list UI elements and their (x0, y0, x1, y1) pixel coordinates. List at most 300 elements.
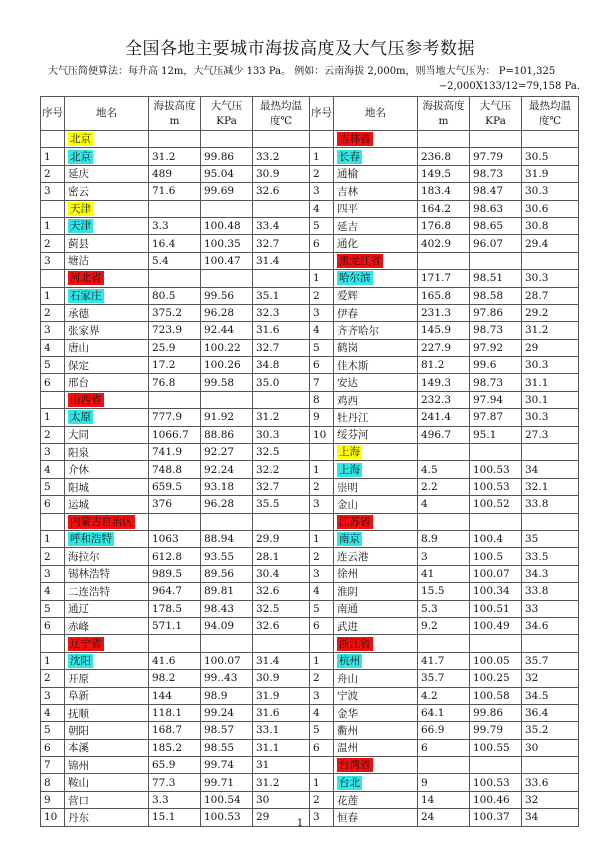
cell-p: 100.26 (201, 357, 253, 374)
cell-no: 2 (310, 548, 334, 565)
cell-alt: 76.8 (149, 374, 201, 391)
capital-city-name: 南京 (339, 533, 360, 546)
cell-p: 93.55 (201, 548, 253, 565)
cell-p: 100.5 (470, 548, 522, 565)
cell-t: 33.1 (253, 722, 310, 739)
header-no-right: 序号 (310, 97, 334, 131)
cell-alt (149, 391, 201, 408)
cell-p: 92.44 (201, 322, 253, 339)
cell-no: 6 (41, 374, 65, 391)
cell-no: 4 (41, 583, 65, 600)
capital-city-name: 杭州 (339, 654, 360, 667)
capital-city-name: 沈阳 (70, 654, 91, 667)
cell-alt: 1066.7 (149, 426, 201, 443)
cell-no: 2 (41, 235, 65, 252)
cell-p: 98.9 (201, 687, 253, 704)
cell-name (65, 530, 149, 547)
cell-t: 31.6 (253, 704, 310, 721)
cell-p (470, 444, 522, 461)
table-row (41, 461, 579, 478)
cell-name: 通化 (334, 235, 418, 252)
cell-t: 34 (522, 809, 579, 826)
cell-t: 27.3 (522, 426, 579, 443)
cell-p: 98.43 (201, 600, 253, 617)
cell-name: 延庆 (65, 165, 149, 182)
cell-name: 丹东 (65, 809, 149, 826)
cell-name: 锦州 (65, 757, 149, 774)
cell-name (65, 391, 149, 408)
table-row (41, 391, 579, 408)
header-pressure-right: 大气压 KPa (470, 97, 522, 131)
cell-t: 30.9 (253, 670, 310, 687)
table-row (41, 652, 579, 669)
capital-city-name: 呼和浩特 (70, 533, 112, 546)
cell-p: 88.94 (201, 530, 253, 547)
cell-t (253, 635, 310, 652)
cell-p: 99.79 (470, 722, 522, 739)
cell-alt: 145.9 (418, 322, 470, 339)
cell-t: 32.2 (253, 461, 310, 478)
cell-no (41, 391, 65, 408)
cell-no: 3 (41, 252, 65, 269)
cell-p: 95.04 (201, 165, 253, 182)
cell-alt: 748.8 (149, 461, 201, 478)
page-number: 1 (296, 818, 304, 829)
cell-no: 7 (310, 374, 334, 391)
cell-p: 94.09 (201, 617, 253, 634)
cell-no: 2 (310, 478, 334, 495)
cell-t (253, 391, 310, 408)
cell-name: 牡丹江 (334, 409, 418, 426)
cell-t: 35.7 (522, 652, 579, 669)
cell-name: 宁波 (334, 687, 418, 704)
cell-p (470, 757, 522, 774)
table-row (41, 774, 579, 791)
cell-name: 二连浩特 (65, 583, 149, 600)
cell-no (310, 444, 334, 461)
cell-t: 30.3 (253, 426, 310, 443)
capital-city-name: 天津 (70, 220, 91, 233)
header-temperature-right: 最热均温度℃ (522, 97, 579, 131)
cell-t: 31.2 (522, 322, 579, 339)
cell-no: 6 (310, 617, 334, 634)
table-row (41, 565, 579, 582)
table-body (41, 97, 579, 827)
cell-alt: 81.2 (418, 357, 470, 374)
table-row (41, 670, 579, 687)
altitude-pressure-table (40, 96, 579, 827)
cell-no (41, 131, 65, 148)
cell-no: 5 (41, 478, 65, 495)
header-pressure-left: 大气压 KPa (201, 97, 253, 131)
cell-no: 4 (310, 200, 334, 217)
cell-p: 100.05 (470, 652, 522, 669)
cell-name (65, 131, 149, 148)
cell-t: 35.1 (253, 287, 310, 304)
cell-alt: 178.5 (149, 600, 201, 617)
cell-no: 1 (41, 287, 65, 304)
header-altitude-left: 海拔高度 m (149, 97, 201, 131)
cell-no: 6 (310, 357, 334, 374)
cell-p: 98.55 (201, 739, 253, 756)
cell-name (334, 131, 418, 148)
cell-t: 30.3 (522, 357, 579, 374)
cell-t: 30.3 (522, 409, 579, 426)
cell-no: 5 (310, 217, 334, 234)
table-row (41, 704, 579, 721)
cell-name (334, 270, 418, 287)
cell-name (334, 530, 418, 547)
cell-no: 3 (310, 183, 334, 200)
cell-alt: 236.8 (418, 148, 470, 165)
cell-name: 恒春 (334, 809, 418, 826)
cell-name: 介休 (65, 461, 149, 478)
cell-p (201, 270, 253, 287)
pressure-formula-line-1: 大气压简便算法：每升高 12m，大气压减少 133 Pa。 例如：云南海拔 2,000m，则当地大气压为： P=101,325 (48, 66, 556, 77)
cell-name: 衢州 (334, 722, 418, 739)
cell-t: 30.5 (522, 148, 579, 165)
cell-t (522, 131, 579, 148)
cell-name: 花莲 (334, 791, 418, 808)
cell-name: 抚顺 (65, 704, 149, 721)
cell-p: 98.51 (470, 270, 522, 287)
cell-p: 100.55 (470, 739, 522, 756)
cell-t: 32.6 (253, 583, 310, 600)
cell-name: 保定 (65, 357, 149, 374)
cell-p: 99.74 (201, 757, 253, 774)
cell-t: 35.0 (253, 374, 310, 391)
cell-t: 29.9 (253, 530, 310, 547)
table-row (41, 722, 579, 739)
capital-city-name: 太原 (70, 411, 91, 424)
cell-alt: 65.9 (149, 757, 201, 774)
cell-name: 鹤岗 (334, 339, 418, 356)
cell-no: 4 (310, 704, 334, 721)
capital-city-name: 北京 (70, 150, 91, 163)
cell-no: 2 (41, 548, 65, 565)
table-row (41, 444, 579, 461)
table-row (41, 513, 579, 530)
cell-p: 93.18 (201, 478, 253, 495)
cell-p: 97.87 (470, 409, 522, 426)
cell-name (65, 287, 149, 304)
cell-alt: 9 (418, 774, 470, 791)
cell-name: 金山 (334, 496, 418, 513)
cell-no: 1 (41, 409, 65, 426)
table-row (41, 287, 579, 304)
cell-name: 邢台 (65, 374, 149, 391)
cell-no: 1 (310, 148, 334, 165)
cell-t: 30.3 (522, 270, 579, 287)
table-row (41, 496, 579, 513)
cell-t (522, 444, 579, 461)
cell-t: 30.9 (253, 165, 310, 182)
cell-p: 97.79 (470, 148, 522, 165)
cell-no: 3 (41, 322, 65, 339)
cell-alt: 165.8 (418, 287, 470, 304)
cell-name (334, 148, 418, 165)
cell-p: 100.54 (201, 791, 253, 808)
cell-no: 4 (41, 704, 65, 721)
cell-alt: 14 (418, 791, 470, 808)
table-row (41, 757, 579, 774)
cell-no (310, 757, 334, 774)
cell-t: 30.3 (522, 183, 579, 200)
cell-name (65, 270, 149, 287)
cell-name: 锡林浩特 (65, 565, 149, 582)
capital-city-name: 台北 (339, 776, 360, 789)
cell-name: 齐齐哈尔 (334, 322, 418, 339)
cell-t: 31.1 (253, 739, 310, 756)
cell-alt: 5.4 (149, 252, 201, 269)
cell-t: 32.3 (253, 304, 310, 321)
cell-p (201, 131, 253, 148)
cell-p: 99.56 (201, 287, 253, 304)
cell-alt: 66.9 (418, 722, 470, 739)
cell-p: 98.58 (470, 287, 522, 304)
cell-no: 6 (41, 617, 65, 634)
cell-name: 通榆 (334, 165, 418, 182)
cell-p: 98.65 (470, 217, 522, 234)
header-name-right: 地名 (334, 97, 418, 131)
cell-t: 34.5 (522, 687, 579, 704)
header-temperature-left: 最热均温度℃ (253, 97, 310, 131)
cell-alt: 777.9 (149, 409, 201, 426)
cell-name (334, 652, 418, 669)
cell-t (522, 252, 579, 269)
cell-p: 99.58 (201, 374, 253, 391)
cell-no (41, 513, 65, 530)
cell-no: 1 (310, 270, 334, 287)
cell-alt: 376 (149, 496, 201, 513)
cell-t: 33.2 (253, 148, 310, 165)
cell-name: 开原 (65, 670, 149, 687)
table-row (41, 148, 579, 165)
cell-alt: 118.1 (149, 704, 201, 721)
cell-p: 89.81 (201, 583, 253, 600)
cell-t: 28.1 (253, 548, 310, 565)
cell-t: 31.6 (253, 322, 310, 339)
cell-alt: 80.5 (149, 287, 201, 304)
cell-name: 阜新 (65, 687, 149, 704)
cell-no: 5 (41, 722, 65, 739)
cell-t: 32.7 (253, 235, 310, 252)
cell-t: 30.8 (522, 217, 579, 234)
pressure-formula-line-2: −2,000X133/12=79,158 Pa. (438, 81, 580, 92)
cell-p: 98.73 (470, 374, 522, 391)
cell-t (253, 131, 310, 148)
cell-alt (149, 270, 201, 287)
cell-t: 32 (522, 670, 579, 687)
cell-alt (418, 513, 470, 530)
cell-t (522, 635, 579, 652)
cell-name: 承德 (65, 304, 149, 321)
cell-no: 3 (310, 687, 334, 704)
cell-alt: 375.2 (149, 304, 201, 321)
cell-no: 10 (41, 809, 65, 826)
cell-p: 99.71 (201, 774, 253, 791)
table-row (41, 635, 579, 652)
cell-no: 5 (310, 339, 334, 356)
cell-alt: 15.5 (418, 583, 470, 600)
cell-p: 89.56 (201, 565, 253, 582)
table-row (41, 374, 579, 391)
cell-name: 金华 (334, 704, 418, 721)
cell-alt: 4 (418, 496, 470, 513)
cell-p: 100.53 (470, 478, 522, 495)
cell-no: 1 (310, 461, 334, 478)
cell-no: 1 (41, 652, 65, 669)
cell-alt: 5.3 (418, 600, 470, 617)
cell-t: 32.1 (522, 478, 579, 495)
table-row (41, 270, 579, 287)
cell-name (65, 652, 149, 669)
cell-name (334, 444, 418, 461)
cell-t (522, 513, 579, 530)
cell-no: 5 (310, 600, 334, 617)
cell-p (201, 391, 253, 408)
cell-no: 2 (41, 304, 65, 321)
cell-t (522, 757, 579, 774)
cell-alt: 16.4 (149, 235, 201, 252)
table-row (41, 583, 579, 600)
cell-no: 9 (310, 409, 334, 426)
cell-t (253, 270, 310, 287)
cell-alt: 6 (418, 739, 470, 756)
cell-p: 99.86 (470, 704, 522, 721)
region-label: 北京 (70, 133, 91, 146)
cell-p: 100.49 (470, 617, 522, 634)
cell-p: 96.28 (201, 496, 253, 513)
cell-t: 31.4 (253, 652, 310, 669)
cell-alt: 612.8 (149, 548, 201, 565)
table-row (41, 165, 579, 182)
cell-p (470, 635, 522, 652)
cell-p (470, 252, 522, 269)
cell-name: 温州 (334, 739, 418, 756)
cell-t: 34.3 (522, 565, 579, 582)
cell-alt: 71.6 (149, 183, 201, 200)
cell-name: 塘沽 (65, 252, 149, 269)
cell-p: 100.35 (201, 235, 253, 252)
region-label: 河北省 (70, 272, 102, 285)
cell-no: 3 (41, 565, 65, 582)
cell-name (65, 409, 149, 426)
region-label: 上海 (339, 446, 360, 459)
cell-t: 35.2 (522, 722, 579, 739)
cell-no: 10 (310, 426, 334, 443)
cell-t: 32.6 (253, 617, 310, 634)
region-label: 黑龙江省 (339, 254, 381, 267)
cell-alt: 2.2 (418, 478, 470, 495)
cell-no: 1 (41, 530, 65, 547)
cell-t: 29.4 (522, 235, 579, 252)
cell-p: 97.92 (470, 339, 522, 356)
cell-p: 100.4 (470, 530, 522, 547)
cell-name: 舟山 (334, 670, 418, 687)
cell-p: 95.1 (470, 426, 522, 443)
region-label: 江苏省 (339, 515, 371, 528)
cell-no: 1 (310, 652, 334, 669)
table-row (41, 200, 579, 217)
cell-t: 31.4 (253, 252, 310, 269)
table-row (41, 252, 579, 269)
cell-no: 4 (41, 339, 65, 356)
cell-no: 1 (41, 217, 65, 234)
cell-p (201, 513, 253, 530)
cell-p: 100.34 (470, 583, 522, 600)
cell-no: 4 (310, 322, 334, 339)
table-row (41, 687, 579, 704)
table-row (41, 739, 579, 756)
cell-no: 3 (310, 565, 334, 582)
cell-name: 鞍山 (65, 774, 149, 791)
cell-t: 30.4 (253, 565, 310, 582)
cell-alt: 989.5 (149, 565, 201, 582)
cell-alt: 183.4 (418, 183, 470, 200)
cell-no: 2 (41, 426, 65, 443)
cell-t: 33.8 (522, 583, 579, 600)
cell-p: 88.86 (201, 426, 253, 443)
table-row (41, 600, 579, 617)
cell-alt: 964.7 (149, 583, 201, 600)
cell-name: 伊春 (334, 304, 418, 321)
cell-alt: 17.2 (149, 357, 201, 374)
cell-t: 29 (253, 809, 310, 826)
cell-name: 通辽 (65, 600, 149, 617)
cell-alt: 171.7 (418, 270, 470, 287)
cell-alt: 35.7 (418, 670, 470, 687)
cell-no: 6 (310, 739, 334, 756)
header-name-left: 地名 (65, 97, 149, 131)
cell-t: 33.8 (522, 496, 579, 513)
cell-p (201, 200, 253, 217)
cell-t: 33.6 (522, 774, 579, 791)
cell-name: 南通 (334, 600, 418, 617)
cell-name: 营口 (65, 791, 149, 808)
cell-alt: 77.3 (149, 774, 201, 791)
cell-p: 98.47 (470, 183, 522, 200)
cell-p: 100.53 (201, 809, 253, 826)
cell-t: 35.5 (253, 496, 310, 513)
cell-alt (149, 513, 201, 530)
cell-t: 32.6 (253, 183, 310, 200)
cell-alt: 164.2 (418, 200, 470, 217)
cell-p: 100.53 (470, 774, 522, 791)
cell-no: 3 (41, 687, 65, 704)
cell-no: 3 (310, 496, 334, 513)
cell-name (334, 252, 418, 269)
cell-alt: 8.9 (418, 530, 470, 547)
header-altitude-right: 海拔高度 m (418, 97, 470, 131)
cell-t: 33.4 (253, 217, 310, 234)
cell-name: 绥芬河 (334, 426, 418, 443)
cell-no: 2 (310, 287, 334, 304)
cell-no: 2 (310, 791, 334, 808)
cell-p: 100.48 (201, 217, 253, 234)
cell-p: 91.92 (201, 409, 253, 426)
cell-t: 31.9 (522, 165, 579, 182)
table-row (41, 357, 579, 374)
cell-alt: 659.5 (149, 478, 201, 495)
cell-no: 4 (310, 583, 334, 600)
cell-name: 四平 (334, 200, 418, 217)
cell-alt: 168.7 (149, 722, 201, 739)
cell-alt: 496.7 (418, 426, 470, 443)
cell-no (41, 635, 65, 652)
cell-alt: 232.3 (418, 391, 470, 408)
cell-t: 31.2 (253, 774, 310, 791)
